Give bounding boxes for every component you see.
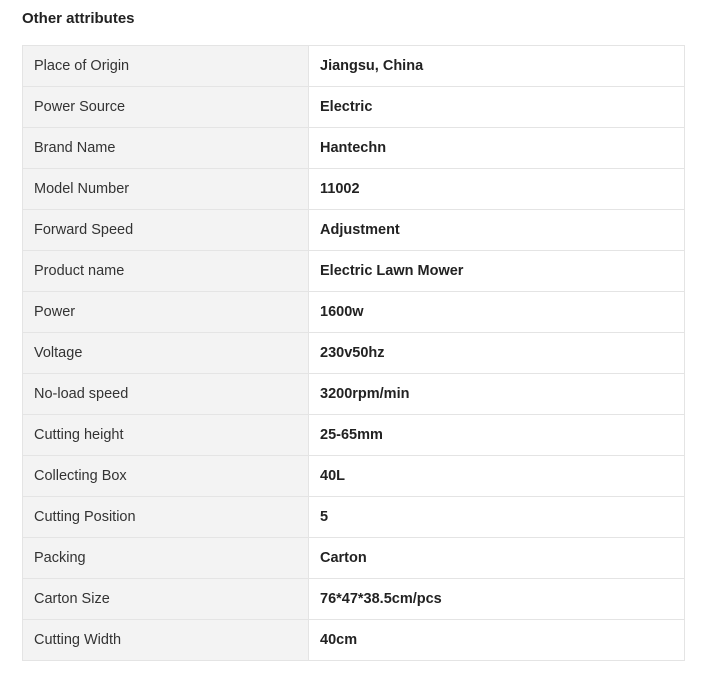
attribute-row	[23, 374, 685, 415]
attribute-name: Power Source	[23, 87, 309, 128]
attribute-value: 230v50hz	[309, 333, 685, 374]
attribute-name: Power	[23, 292, 309, 333]
attributes-table	[22, 45, 685, 661]
attribute-name: Place of Origin	[23, 46, 309, 87]
attribute-row	[23, 497, 685, 538]
attribute-value: 5	[309, 497, 685, 538]
attribute-name: Packing	[23, 538, 309, 579]
attributes-table-body	[23, 46, 685, 661]
attribute-value: 40L	[309, 456, 685, 497]
attribute-row	[23, 538, 685, 579]
attribute-name: Product name	[23, 251, 309, 292]
attribute-value: 11002	[309, 169, 685, 210]
attribute-row	[23, 46, 685, 87]
section-title: Other attributes	[22, 10, 135, 27]
attribute-row	[23, 169, 685, 210]
attribute-row	[23, 456, 685, 497]
attribute-name: Cutting height	[23, 415, 309, 456]
attribute-name: Brand Name	[23, 128, 309, 169]
attribute-row	[23, 87, 685, 128]
attribute-name: Collecting Box	[23, 456, 309, 497]
attribute-value: Electric Lawn Mower	[309, 251, 685, 292]
attribute-row	[23, 333, 685, 374]
attribute-value: 25-65mm	[309, 415, 685, 456]
attribute-value: Electric	[309, 87, 685, 128]
attribute-value: 1600w	[309, 292, 685, 333]
attribute-value: Jiangsu, China	[309, 46, 685, 87]
attribute-value: 40cm	[309, 620, 685, 661]
attribute-name: Model Number	[23, 169, 309, 210]
attribute-row	[23, 620, 685, 661]
attribute-row	[23, 128, 685, 169]
attribute-row	[23, 210, 685, 251]
attribute-value: 76*47*38.5cm/pcs	[309, 579, 685, 620]
attribute-name: Cutting Width	[23, 620, 309, 661]
attribute-name: Voltage	[23, 333, 309, 374]
attribute-value: Hantechn	[309, 128, 685, 169]
attribute-row	[23, 415, 685, 456]
attribute-name: No-load speed	[23, 374, 309, 415]
attribute-value: Adjustment	[309, 210, 685, 251]
attribute-name: Forward Speed	[23, 210, 309, 251]
attribute-value: Carton	[309, 538, 685, 579]
attribute-row	[23, 251, 685, 292]
attribute-row	[23, 292, 685, 333]
attribute-row	[23, 579, 685, 620]
attribute-name: Carton Size	[23, 579, 309, 620]
attribute-value: 3200rpm/min	[309, 374, 685, 415]
attribute-name: Cutting Position	[23, 497, 309, 538]
